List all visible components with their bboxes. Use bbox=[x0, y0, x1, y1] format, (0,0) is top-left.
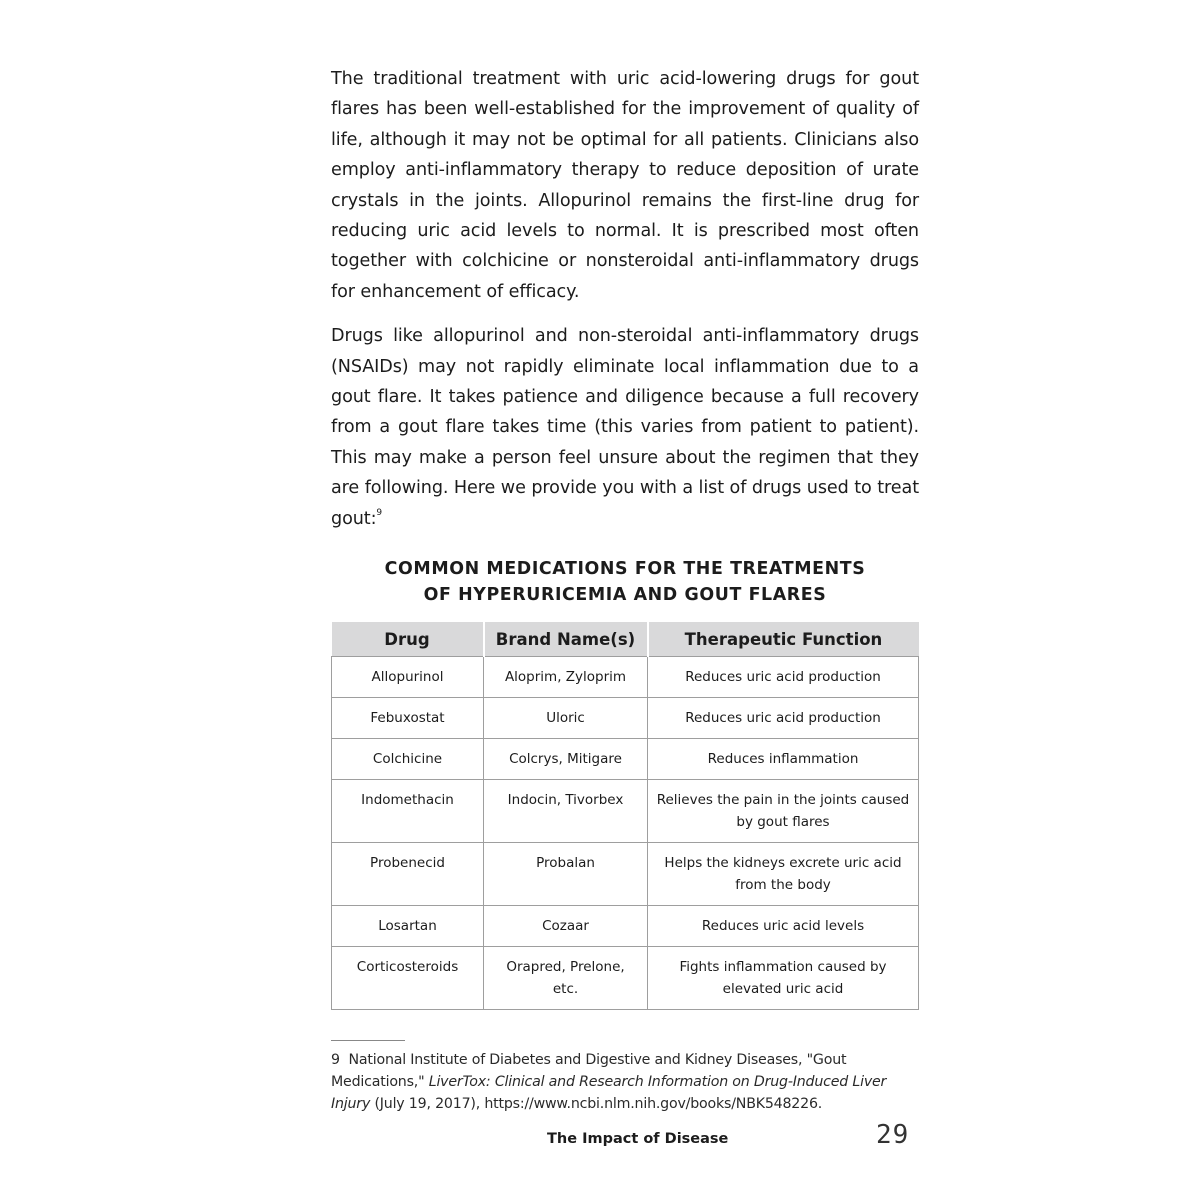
cell-brand: Orapred, Prelone, etc. bbox=[484, 947, 648, 1010]
cell-drug: Probenecid bbox=[332, 843, 484, 906]
cell-function: Reduces uric acid production bbox=[648, 698, 919, 739]
cell-brand: Probalan bbox=[484, 843, 648, 906]
cell-function: Reduces uric acid levels bbox=[648, 906, 919, 947]
page-number: 29 bbox=[876, 1120, 910, 1150]
footnote bbox=[331, 1049, 919, 1115]
footnote-number: 9 bbox=[331, 1052, 340, 1069]
cell-drug: Colchicine bbox=[332, 739, 484, 780]
header-brand-names: Brand Name(s) bbox=[484, 622, 648, 657]
medications-table bbox=[331, 622, 919, 1010]
footnote-rule bbox=[331, 1040, 405, 1041]
table-row bbox=[332, 698, 919, 739]
footnote-text-before: National Institute of Diabetes and Digestive and Kidney Diseases, "Gout Medications," bbox=[331, 1052, 847, 1091]
cell-drug: Losartan bbox=[332, 906, 484, 947]
table-header-row bbox=[332, 622, 919, 657]
table-title-line-1: COMMON MEDICATIONS FOR THE TREATMENTS bbox=[384, 559, 866, 580]
cell-function: Reduces uric acid production bbox=[648, 657, 919, 698]
table-title-line-2: OF HYPERURICEMIA AND GOUT FLARES bbox=[423, 585, 827, 606]
footnote-source-title: LiverTox: Clinical and Research Information on Drug-Induced Liver Injury bbox=[331, 1074, 887, 1113]
body-paragraph-2-text: Drugs like allopurinol and non-steroidal anti-inflammatory drugs (NSAIDs) may not rapidly eliminate local inflammation due to a gout flare. It takes patience and diligence because a full recovery from a gout flare takes time (this varies from patient to patient). This may make a person feel unsure about the regimen that they are following. Here we provide you with a list of drugs used to treat gout: bbox=[331, 326, 919, 529]
table-row bbox=[332, 657, 919, 698]
header-therapeutic-function: Therapeutic Function bbox=[648, 622, 919, 657]
cell-function: Reduces inflammation bbox=[648, 739, 919, 780]
table-row bbox=[332, 780, 919, 843]
cell-function: Relieves the pain in the joints caused by gout flares bbox=[648, 780, 919, 843]
footnote-reference[interactable]: 9 bbox=[376, 507, 383, 518]
table-row bbox=[332, 843, 919, 906]
cell-brand: Colcrys, Mitigare bbox=[484, 739, 648, 780]
table-row bbox=[332, 739, 919, 780]
cell-drug: Corticosteroids bbox=[332, 947, 484, 1010]
body-paragraph-2 bbox=[331, 321, 919, 534]
cell-brand: Indocin, Tivorbex bbox=[484, 780, 648, 843]
running-head: The Impact of Disease bbox=[547, 1131, 729, 1147]
table-title bbox=[331, 556, 919, 608]
cell-function: Fights inflammation caused by elevated uric acid bbox=[648, 947, 919, 1010]
footnote-text-after[interactable]: (July 19, 2017), https://www.ncbi.nlm.nih.gov/books/NBK548226. bbox=[374, 1096, 823, 1113]
cell-brand: Cozaar bbox=[484, 906, 648, 947]
table-row bbox=[332, 947, 919, 1010]
cell-function: Helps the kidneys excrete uric acid from the body bbox=[648, 843, 919, 906]
cell-drug: Indomethacin bbox=[332, 780, 484, 843]
body-paragraph-1: The traditional treatment with uric acid-lowering drugs for gout flares has been well-established for the improvement of quality of life, although it may not be optimal for all patients. Clinicians also employ anti-inflammatory therapy to reduce deposition of urate crystals in the joints. Allopurinol remains the first-line drug for reducing uric acid levels to normal. It is prescribed most often together with colchicine or nonsteroidal anti-inflammatory drugs for enhancement of efficacy. bbox=[331, 69, 919, 302]
cell-drug: Febuxostat bbox=[332, 698, 484, 739]
header-drug: Drug bbox=[332, 622, 484, 657]
cell-brand: Uloric bbox=[484, 698, 648, 739]
table-row bbox=[332, 906, 919, 947]
cell-brand: Aloprim, Zyloprim bbox=[484, 657, 648, 698]
page-content bbox=[331, 64, 919, 1115]
cell-drug: Allopurinol bbox=[332, 657, 484, 698]
